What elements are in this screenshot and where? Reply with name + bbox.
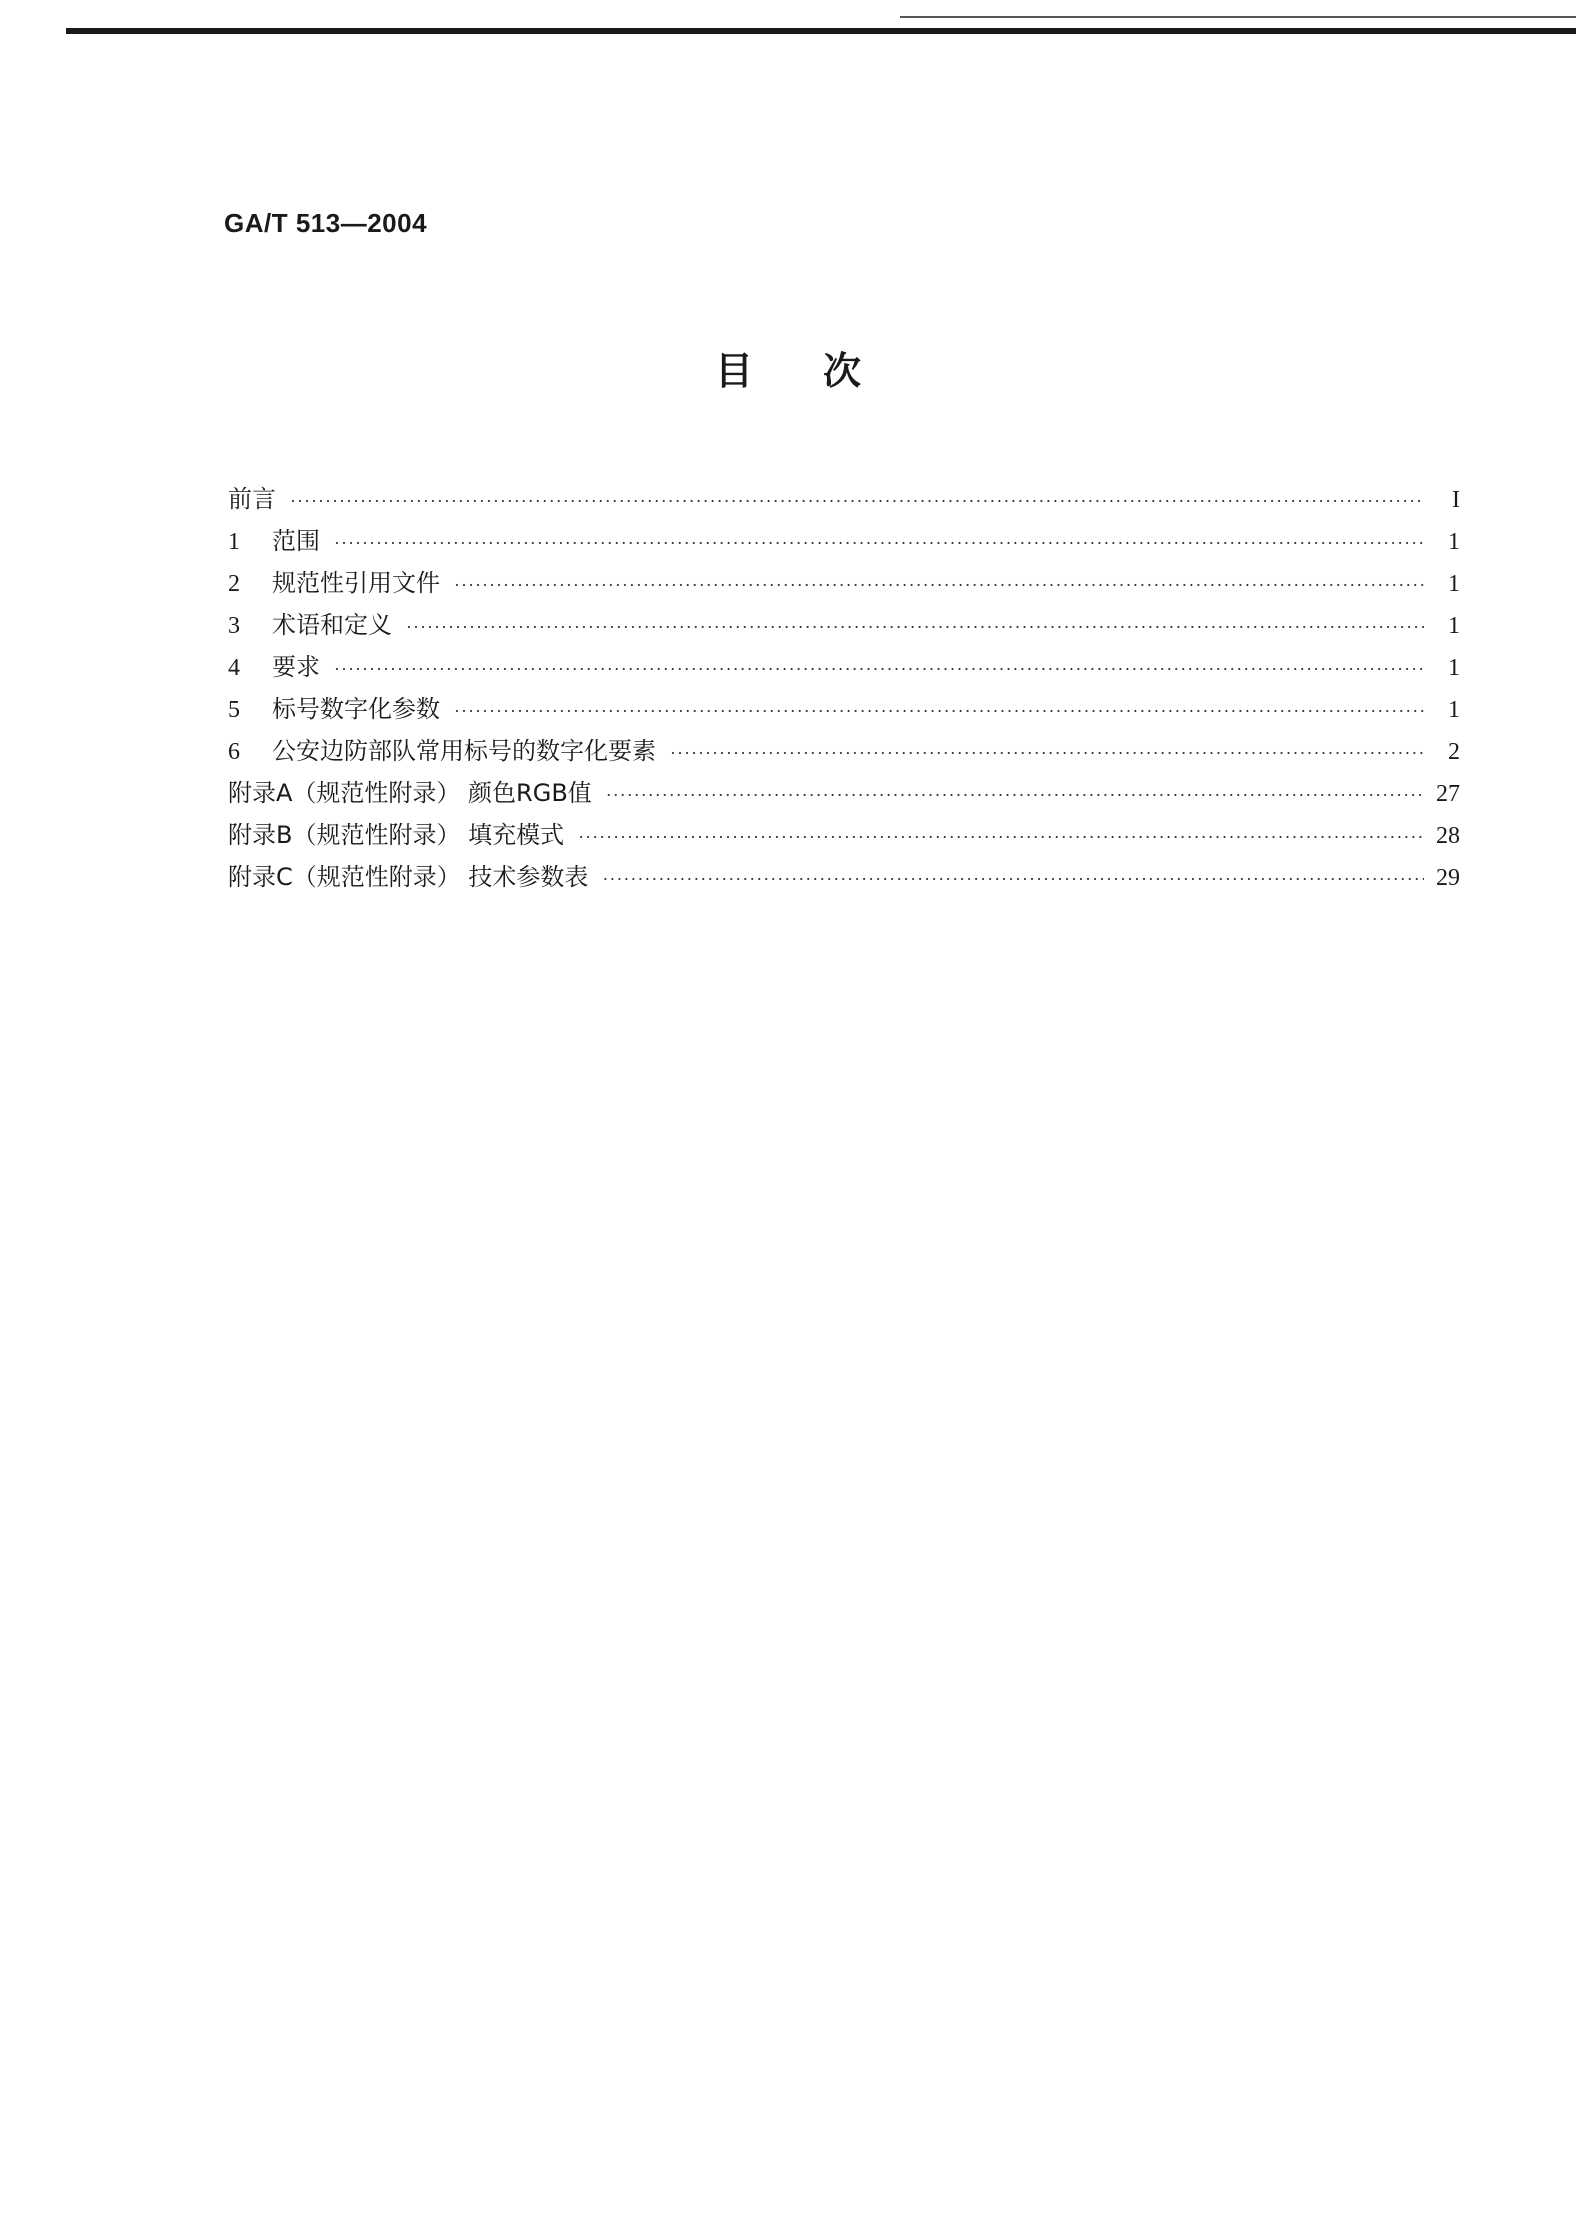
toc-entry-label: 附录A（规范性附录） 颜色RGB值 xyxy=(228,779,592,807)
toc-leader-dots xyxy=(602,858,1424,900)
toc-entry-number: 6 xyxy=(228,739,240,765)
toc-entry-page: 1 xyxy=(1448,613,1460,639)
toc-entry-label: 2 规范性引用文件 xyxy=(228,562,454,605)
toc-entry-page: 28 xyxy=(1436,823,1460,849)
toc-entry-6[interactable] xyxy=(228,730,1460,772)
toc-entry-number: 2 xyxy=(228,571,240,597)
toc-entry-page: 1 xyxy=(1448,529,1460,555)
table-of-contents xyxy=(228,478,1460,898)
toc-entry-annex-a[interactable] xyxy=(228,772,1460,814)
toc-entry-5[interactable] xyxy=(228,688,1460,730)
toc-leader-dots xyxy=(334,648,1424,690)
toc-entry-label: 4 要求 xyxy=(228,646,334,689)
toc-entry-label: 6 公安边防部队常用标号的数字化要素 xyxy=(228,730,670,773)
top-rule xyxy=(66,28,1576,34)
document-code: GA/T 513—2004 xyxy=(224,208,428,238)
toc-entry-label: 3 术语和定义 xyxy=(228,604,406,647)
toc-entry-label: 前言 xyxy=(228,485,276,513)
toc-entry-label: 附录B（规范性附录） 填充模式 xyxy=(228,821,565,849)
toc-leader-dots xyxy=(606,774,1424,816)
toc-entry-1[interactable] xyxy=(228,520,1460,562)
toc-entry-4[interactable] xyxy=(228,646,1460,688)
toc-entry-page: 27 xyxy=(1436,781,1460,807)
toc-leader-dots xyxy=(454,690,1424,732)
toc-entry-foreword[interactable] xyxy=(228,478,1460,520)
toc-entry-number: 4 xyxy=(228,655,240,681)
toc-title: 目次 xyxy=(714,349,931,393)
toc-entry-label: 1 范围 xyxy=(228,520,334,563)
toc-entry-page: 29 xyxy=(1436,865,1460,891)
toc-entry-page: I xyxy=(1452,487,1460,513)
toc-entry-annex-c[interactable] xyxy=(228,856,1460,898)
toc-leader-dots xyxy=(578,816,1424,858)
toc-leader-dots xyxy=(334,522,1424,564)
toc-entry-page: 1 xyxy=(1448,697,1460,723)
toc-entry-page: 1 xyxy=(1448,655,1460,681)
toc-entry-annex-b[interactable] xyxy=(228,814,1460,856)
toc-leader-dots xyxy=(290,480,1424,522)
toc-entry-number: 1 xyxy=(228,529,240,555)
toc-entry-3[interactable] xyxy=(228,604,1460,646)
toc-entry-label: 5 标号数字化参数 xyxy=(228,688,454,731)
toc-leader-dots xyxy=(454,564,1424,606)
toc-entry-2[interactable] xyxy=(228,562,1460,604)
toc-leader-dots xyxy=(406,606,1424,648)
top-thin-rule xyxy=(900,16,1576,18)
toc-entry-page: 1 xyxy=(1448,571,1460,597)
toc-entry-number: 5 xyxy=(228,697,240,723)
toc-entry-page: 2 xyxy=(1448,739,1460,765)
toc-entry-label: 附录C（规范性附录） 技术参数表 xyxy=(228,863,589,891)
toc-leader-dots xyxy=(670,732,1424,774)
toc-entry-number: 3 xyxy=(228,613,240,639)
